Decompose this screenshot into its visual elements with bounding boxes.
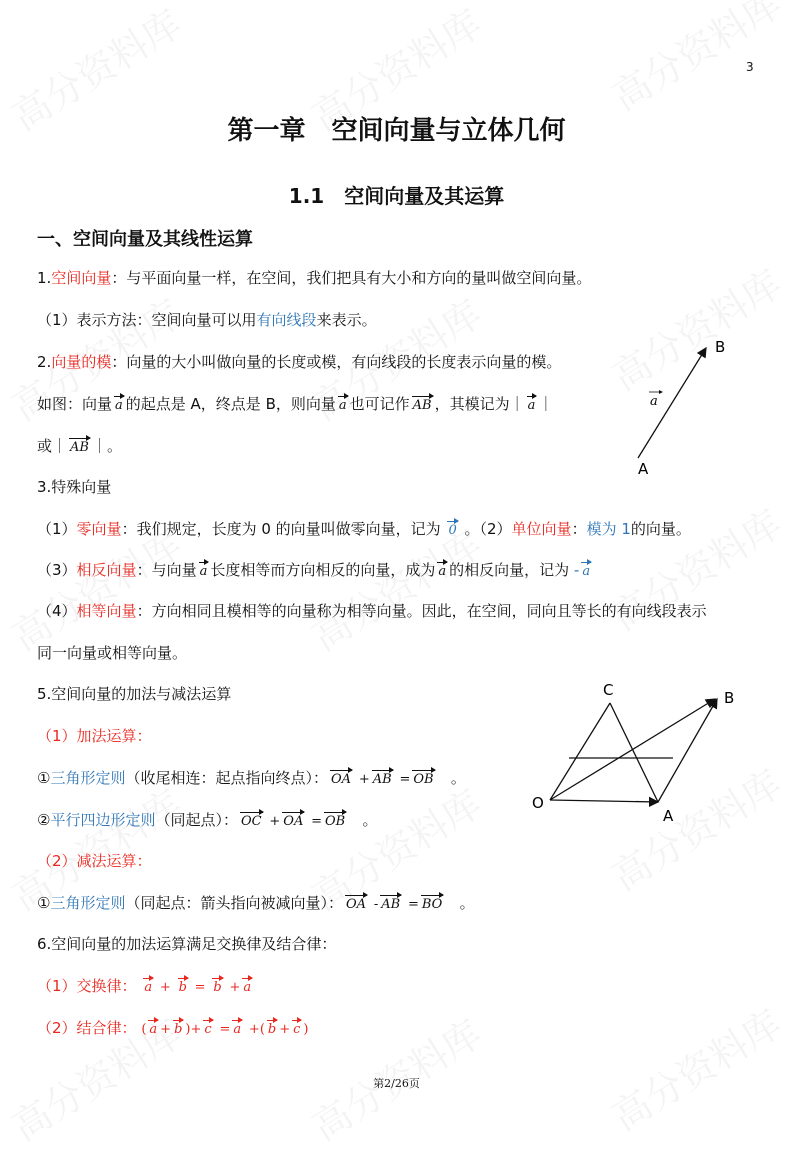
- equals-sign: =: [407, 897, 419, 912]
- vector-c: c: [202, 1020, 213, 1040]
- text: ｜: [538, 395, 554, 413]
- vector-a: a: [241, 978, 253, 998]
- paragraph-example-cont: [37, 436, 122, 458]
- heading-laws: 6.空间向量的加法运算满足交换律及结合律：: [37, 935, 337, 953]
- point-label-a: A: [663, 807, 674, 825]
- equals-sign: =: [311, 814, 323, 829]
- text: ①: [37, 894, 51, 912]
- text: 的起点是 A，终点是 B，则向量: [125, 395, 336, 413]
- paragraph-equal-cont: 同一向量或相等向量。: [37, 644, 188, 662]
- text: 。（2）: [464, 520, 512, 538]
- vector-a: a: [231, 1020, 243, 1040]
- plus-sign: +: [269, 814, 281, 829]
- vector-label-a: a: [650, 394, 658, 409]
- paragraph-example: [37, 394, 553, 416]
- definition-text: ：与平面向量一样，在空间，我们把具有大小和方向的量叫做空间向量。: [111, 269, 592, 287]
- item-number: 1.: [37, 269, 52, 287]
- figure-parallelogram: [525, 675, 745, 830]
- formula-commutative: [37, 976, 254, 998]
- vector-b: b: [177, 978, 189, 998]
- plus-sign: +: [279, 1022, 291, 1037]
- term-equal-vector: 相等向量: [76, 602, 137, 620]
- vector-a: a: [337, 396, 349, 416]
- text: （1）表示方法：空间向量可以用: [37, 311, 257, 329]
- paragraph-opposite: [37, 560, 593, 582]
- term-unit-vector: 单位向量: [511, 520, 572, 538]
- text: ②: [37, 811, 51, 829]
- formula-subtraction-rule: [37, 893, 475, 915]
- vector-OC: OC: [239, 812, 264, 832]
- text: 如图：向量: [37, 395, 113, 413]
- vector-c: c: [291, 1020, 302, 1040]
- term-space-vector: 空间向量: [51, 269, 112, 287]
- heading-special-vectors: 3.特殊向量: [37, 478, 112, 496]
- heading-add-subtract: 5.空间向量的加法与减法运算: [37, 685, 232, 703]
- vector-zero: 0: [446, 521, 458, 541]
- text: ：与向量: [136, 561, 197, 579]
- vector-AB: AB: [68, 438, 91, 458]
- footer-page-count: 第2/26页: [373, 1077, 420, 1090]
- vector-a: a: [526, 396, 538, 416]
- plus-sign: +: [190, 1022, 202, 1037]
- vector-arrow-ab: [638, 348, 706, 458]
- point-label-o: O: [532, 794, 544, 812]
- watermark: [600, 994, 790, 1141]
- text: （同起点）：: [155, 811, 238, 829]
- term-parallelogram-rule: 平行四边形定则: [50, 811, 156, 829]
- plus-sign: +: [248, 1022, 260, 1037]
- text: 长度相等而方向相反的向量，成为: [210, 561, 436, 579]
- text: 来表示。: [316, 311, 377, 329]
- point-label-c: C: [603, 681, 614, 699]
- page-number: 3: [746, 60, 754, 74]
- definition-text: ：向量的大小叫做向量的长度或模，有向线段的长度表示向量的模。: [111, 353, 562, 371]
- figure-vector-ab: [620, 330, 740, 480]
- watermark: [600, 0, 790, 121]
- text: 。: [450, 769, 466, 787]
- text: （2）结合律：: [37, 1019, 137, 1037]
- paragraph-magnitude: [37, 352, 561, 372]
- vector-OB: OB: [323, 812, 347, 832]
- term-directed-segment: 有向线段: [256, 311, 317, 329]
- equals-sign: =: [399, 772, 411, 787]
- text: （1）: [37, 520, 77, 538]
- vector-OA: OA: [344, 895, 368, 915]
- text: 的向量。: [630, 520, 691, 538]
- text: 的相反向量，记为: [449, 561, 570, 579]
- plus-sign: +: [229, 980, 241, 995]
- vector-AB: AB: [371, 770, 394, 790]
- vector-neg-a: a: [580, 562, 592, 582]
- vector-AB: AB: [411, 396, 434, 416]
- text: 也可记作: [349, 395, 410, 413]
- text: 。: [362, 811, 378, 829]
- heading-addition: （1）加法运算：: [37, 727, 152, 745]
- vector-ab: [658, 699, 717, 802]
- vector-a: a: [142, 978, 154, 998]
- vector-bar-arrow: [659, 390, 663, 394]
- text: 或｜: [37, 437, 68, 455]
- negative-sign: -: [573, 561, 580, 579]
- vector-OA: OA: [329, 770, 353, 790]
- paragraph-representation: [37, 310, 377, 330]
- minus-sign: -: [373, 897, 379, 912]
- paragraph-zero-unit: [37, 519, 691, 541]
- vector-b: b: [172, 1020, 184, 1040]
- vector-a: a: [147, 1020, 159, 1040]
- vector-a: a: [113, 396, 125, 416]
- magnitude-one: 模为 1: [586, 520, 631, 538]
- text: ①: [37, 769, 51, 787]
- text: （收尾相连：起点指向终点）：: [125, 769, 328, 787]
- term-opposite-vector: 相反向量: [76, 561, 137, 579]
- vector-ob: [550, 699, 715, 800]
- vector-b: b: [211, 978, 223, 998]
- vector-OB: OB: [411, 770, 435, 790]
- equals-sign: =: [194, 980, 206, 995]
- section-title: 1.1 空间向量及其运算: [288, 184, 505, 208]
- chapter-title: 第一章 空间向量与立体几何: [227, 116, 566, 146]
- point-label-b: B: [715, 338, 726, 356]
- term-zero-vector: 零向量: [76, 520, 122, 538]
- text: （1）交换律：: [37, 977, 137, 995]
- term-triangle-rule: 三角形定则: [50, 769, 126, 787]
- text: ，其模记为｜: [434, 395, 525, 413]
- vector-OA: OA: [281, 812, 305, 832]
- vector-oa: [550, 800, 658, 802]
- text: （3）: [37, 561, 77, 579]
- paragraph-equal: [37, 601, 707, 621]
- text: （同起点：箭头指向被减向量）：: [125, 894, 343, 912]
- text: ：: [571, 520, 587, 538]
- vector-AB: AB: [379, 895, 402, 915]
- point-label-b: B: [724, 689, 735, 707]
- vector-BO: BO: [420, 895, 444, 915]
- formula-triangle-rule: [37, 768, 466, 790]
- subsection-title: 一、空间向量及其线性运算: [37, 229, 253, 250]
- vector-a: a: [198, 562, 210, 582]
- paragraph-space-vector: [37, 268, 591, 288]
- point-label-a: A: [638, 460, 649, 478]
- item-number: 2.: [37, 353, 52, 371]
- text: ｜。: [91, 437, 122, 455]
- edge-oc: [550, 703, 610, 800]
- text: 。: [459, 894, 475, 912]
- vector-a: a: [436, 562, 448, 582]
- heading-subtraction: （2）减法运算：: [37, 852, 152, 870]
- text: ：我们规定，长度为 0 的向量叫做零向量，记为: [121, 520, 441, 538]
- term-magnitude: 向量的模: [51, 353, 112, 371]
- vector-b: b: [266, 1020, 278, 1040]
- equals-sign: =: [219, 1022, 231, 1037]
- plus-sign: +: [358, 772, 370, 787]
- term-triangle-rule: 三角形定则: [50, 894, 126, 912]
- text: ：方向相同且模相等的向量称为相等向量。因此，在空间，同向且等长的有向线段表示: [136, 602, 707, 620]
- formula-parallelogram-rule: [37, 810, 378, 832]
- plus-sign: +: [159, 980, 171, 995]
- edge-ca: [610, 703, 658, 802]
- plus-sign: +: [160, 1022, 172, 1037]
- text: （4）: [37, 602, 77, 620]
- formula-associative: （2）结合律： ( a + b )+ c = a +( b + c ): [37, 1018, 308, 1040]
